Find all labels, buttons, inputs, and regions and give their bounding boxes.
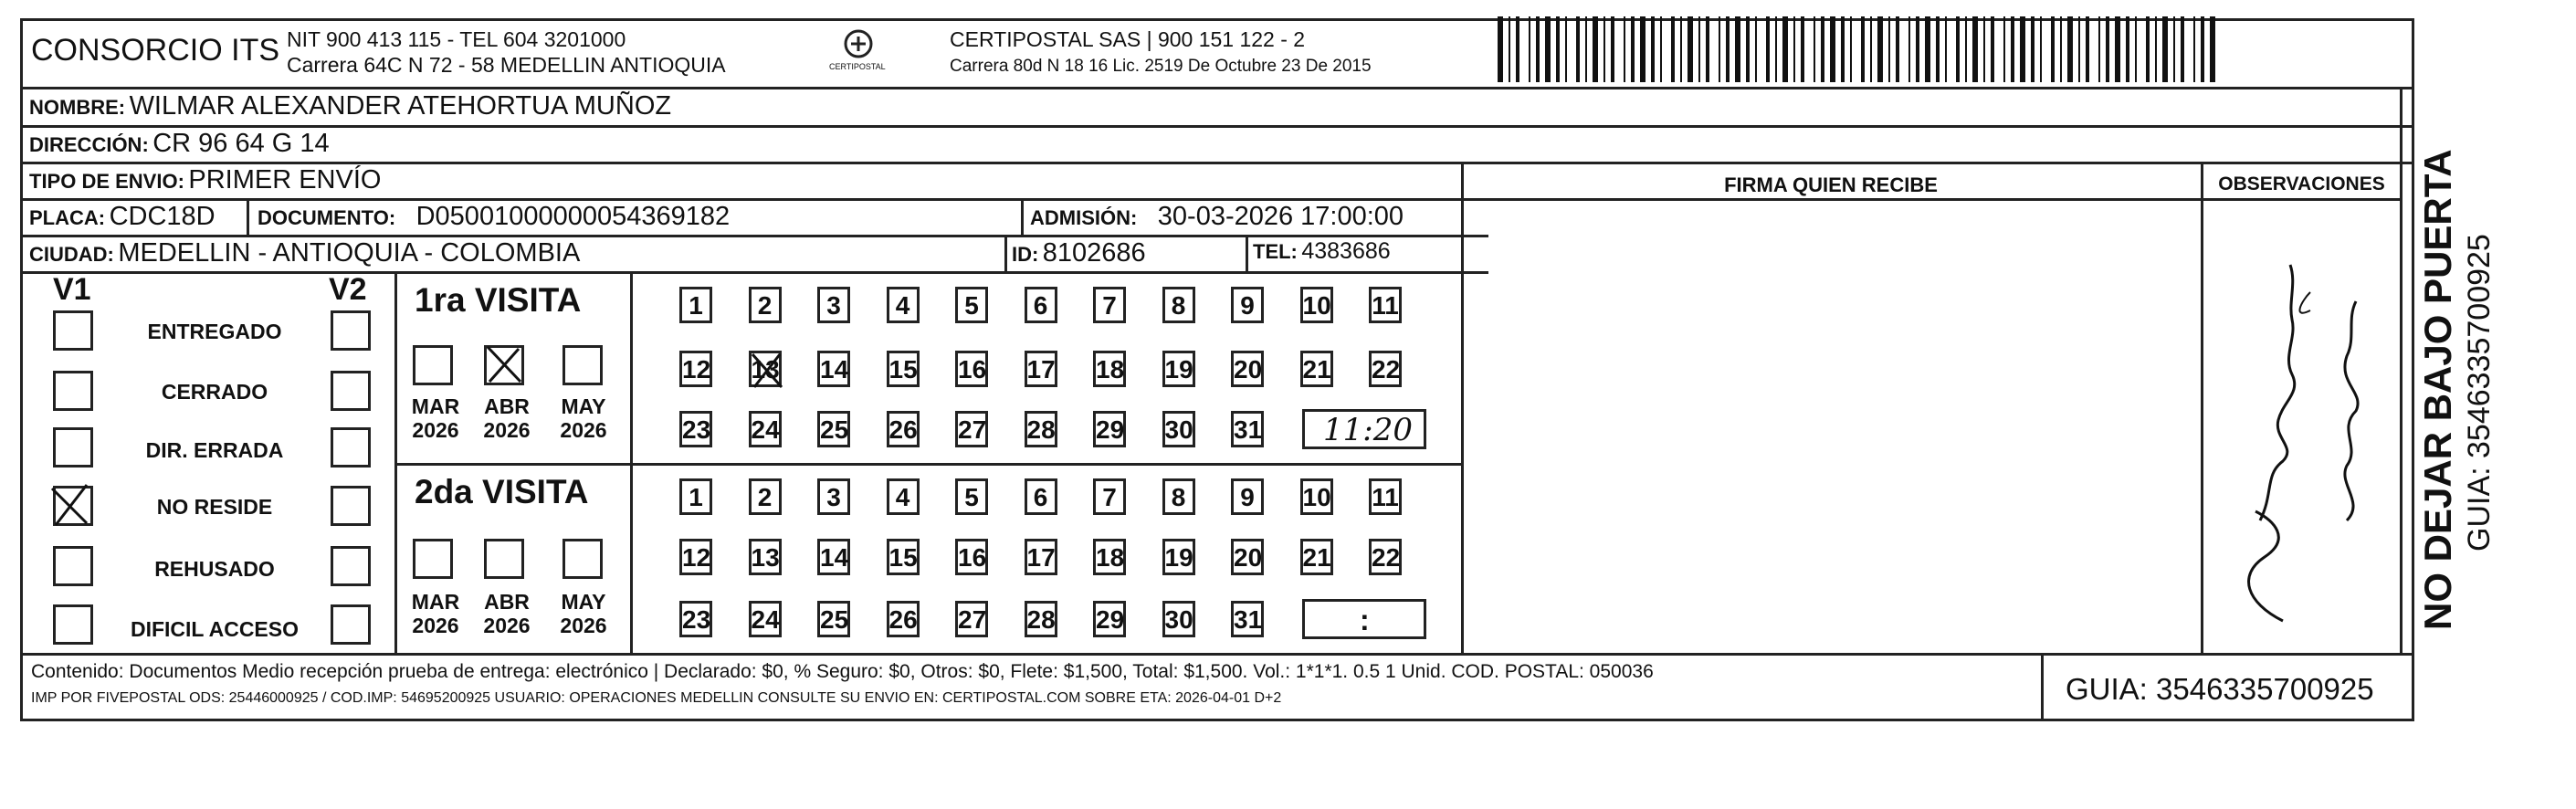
first-visit-day-8[interactable]: 8 [1162,287,1195,323]
id-cell [1012,238,1146,268]
first-visit-day-10[interactable]: 10 [1300,287,1333,323]
barcode-bar [1877,16,1883,82]
v2-checkbox-entregado[interactable] [331,310,371,351]
x-mark-icon [749,351,785,391]
barcode-bar [1965,16,1967,82]
second-visit-day-5[interactable]: 5 [955,478,988,515]
second-visit-day-1[interactable]: 1 [679,478,712,515]
barcode-bar [1925,16,1930,82]
second-visit-day-4[interactable]: 4 [887,478,920,515]
v1-checkbox-no-reside[interactable] [53,486,93,526]
barcode-bar [1631,16,1635,82]
second-visit-day-23[interactable]: 23 [679,601,712,637]
carrier-line2: Carrera 80d N 18 16 Lic. 2519 De Octubre 23 De 2015 [950,57,1372,76]
first-visit-day-7[interactable]: 7 [1093,287,1126,323]
barcode-bar [1545,16,1551,82]
second-visit-title: 2da VISITA [415,473,589,510]
month-year: 2026 [560,614,607,637]
x-mark-icon [484,345,524,385]
first-visit-day-14[interactable]: 14 [817,351,850,387]
footer-print-info: IMP POR FIVEPOSTAL ODS: 25446000925 / COD.IMP: 54695200925 USUARIO: OPERACIONES MEDELLIN CONSULTE SU ENVIO EN: CERTIPOSTAL.COM SOBRE ETA: 2026-04-01 D+2 [31,690,1282,706]
status-label-rehusado: REHUSADO [154,557,275,581]
barcode-bar [1908,16,1910,82]
admision-cell [1030,202,1404,232]
admision-value: 30-03-2026 17:00:00 [1157,202,1404,231]
barcode-bar [2135,16,2137,82]
barcode-bar [1640,16,1645,82]
barcode-bar [1536,16,1540,82]
barcode [1498,16,2228,82]
first-visit-day-31[interactable]: 31 [1231,411,1264,447]
barcode-bar [2146,16,2150,82]
barcode-bar [2106,16,2109,82]
tipo-label: TIPO DE ENVIO: [29,170,184,193]
barcode-bar [1956,16,1960,82]
second-visit-time: : [1360,604,1370,636]
barcode-bar [1916,16,1919,82]
month-name: ABR [484,590,530,614]
barcode-bar [1755,16,1757,82]
barcode-bar [1972,16,1978,82]
second-visit-day-14[interactable]: 14 [817,539,850,575]
barcode-bar [1821,16,1824,82]
second-visit-day-3[interactable]: 3 [817,478,850,515]
placa-value: CDC18D [109,202,216,231]
second-visit-day-6[interactable]: 6 [1025,478,1057,515]
month-year: 2026 [483,614,531,637]
status-label-no-reside: NO RESIDE [156,495,273,519]
ciudad-label: CIUDAD: [29,243,114,266]
month-year: 2026 [412,418,459,442]
second-visit-day-8[interactable]: 8 [1162,478,1195,515]
barcode-bar [1983,16,1985,82]
barcode-bar [1830,16,1835,82]
month-name: MAR [411,590,460,614]
second-visit-month-abr-box[interactable] [484,539,524,579]
first-visit-day-30[interactable]: 30 [1162,411,1195,447]
barcode-bar [1991,16,1994,82]
second-visit-day-21[interactable]: 21 [1300,539,1333,575]
second-visit-month-mar-label [404,590,468,637]
second-visit-day-25[interactable]: 25 [817,601,850,637]
direccion-row [29,129,330,159]
status-label-dificil-acceso: DIFICIL ACCESO [130,617,299,641]
month-name: MAR [411,394,460,418]
first-visit-month-mar-label [404,394,468,442]
barcode-bar [1611,16,1614,82]
barcode-bar [2031,16,2035,82]
second-visit-day-26[interactable]: 26 [887,601,920,637]
first-visit-day-23[interactable]: 23 [679,411,712,447]
month-year: 2026 [483,418,531,442]
v2-checkbox-dificil-acceso[interactable] [331,604,371,645]
barcode-bar [1706,16,1709,82]
first-visit-day-19[interactable]: 19 [1162,351,1195,387]
tel-value: 4383686 [1301,238,1391,264]
barcode-bar [1660,16,1662,82]
placa-cell [29,202,216,232]
barcode-bar [1945,16,1947,82]
first-visit-day-5[interactable]: 5 [955,287,988,323]
barcode-bar [1498,16,1503,82]
first-visit-day-4[interactable]: 4 [887,287,920,323]
tipo-value: PRIMER ENVÍO [188,165,382,194]
second-visit-day-7[interactable]: 7 [1093,478,1126,515]
second-visit-month-abr-label [475,590,539,637]
barcode-bar [1585,16,1587,82]
second-visit-month-may-box[interactable] [563,539,603,579]
barcode-bar [1565,16,1567,82]
status-label-entregado: ENTREGADO [147,320,282,343]
nombre-label: NOMBRE: [29,96,126,119]
barcode-bar [2020,16,2025,82]
footer-contents: Contenido: Documentos Medio recepción prueba de entrega: electrónico | Declarado: $0, % Seguro: $0, Otros: $0, Flete: $1,500, Total: $1,500. Vol.: 1*1*1. 0.5 1 Unid. COD. POSTAL: 050036 [31,661,1654,682]
second-visit-day-17[interactable]: 17 [1025,539,1057,575]
barcode-bar [1576,16,1580,82]
first-visit-day-6[interactable]: 6 [1025,287,1057,323]
v1-checkbox-rehusado[interactable] [53,546,93,586]
month-name: ABR [484,394,530,418]
second-visit-day-2[interactable]: 2 [749,478,782,515]
second-visit-day-19[interactable]: 19 [1162,539,1195,575]
first-visit-day-26[interactable]: 26 [887,411,920,447]
x-mark-icon [50,483,90,523]
first-visit-day-25[interactable]: 25 [817,411,850,447]
placa-label: PLACA: [29,206,106,229]
first-visit-day-20[interactable]: 20 [1231,351,1264,387]
barcode-bar [2098,16,2100,82]
barcode-bar [2210,16,2215,82]
second-visit-time-box[interactable] [1302,599,1426,639]
second-visit-day-16[interactable]: 16 [955,539,988,575]
documento-label: DOCUMENTO: [258,206,396,229]
logo-text: CERTIPOSTAL [829,62,886,71]
second-visit-day-20[interactable]: 20 [1231,539,1264,575]
v2-checkbox-cerrado[interactable] [331,371,371,411]
barcode-bar [1529,16,1530,82]
barcode-bar [1782,16,1788,82]
barcode-bar [1556,16,1560,82]
second-visit-month-mar-box[interactable] [413,539,453,579]
barcode-bar [1671,16,1675,82]
barcode-bar [1936,16,1940,82]
ciudad-value: MEDELLIN - ANTIOQUIA - COLOMBIA [118,238,581,268]
first-visit-day-9[interactable]: 9 [1231,287,1264,323]
carrier-line1: CERTIPOSTAL SAS | 900 151 122 - 2 [950,27,1306,51]
handwritten-signature [2210,247,2392,630]
first-visit-day-11[interactable]: 11 [1369,287,1402,323]
barcode-bar [2162,16,2168,82]
first-visit-day-12[interactable]: 12 [679,351,712,387]
nombre-row [29,91,671,121]
first-visit-day-18[interactable]: 18 [1093,351,1126,387]
id-value: 8102686 [1042,238,1146,268]
company-name: CONSORCIO ITS [31,33,280,68]
second-visit-day-9[interactable]: 9 [1231,478,1264,515]
barcode-bar [2011,16,2014,82]
barcode-bar [1814,16,1815,82]
barcode-bar [1603,16,1605,82]
admision-label: ADMISIÓN: [1030,206,1138,229]
barcode-bar [2060,16,2062,82]
shipping-label-frame [20,18,2414,721]
barcode-bar [1850,16,1852,82]
tipo-row [29,165,381,195]
first-visit-day-2[interactable]: 2 [749,287,782,323]
barcode-bar [1888,16,1890,82]
second-visit-day-31[interactable]: 31 [1231,601,1264,637]
side-guia: GUIA: 3546335700925 [2462,234,2497,552]
month-year: 2026 [560,418,607,442]
id-label: ID: [1012,243,1039,266]
documento-value: D05001000000054369182 [415,202,731,231]
v1-label: V1 [53,272,91,307]
barcode-bar [2086,16,2089,82]
barcode-bar [1651,16,1655,82]
second-visit-day-15[interactable]: 15 [887,539,920,575]
barcode-bar [1698,16,1700,82]
barcode-bar [1688,16,1693,82]
month-name: MAY [561,590,606,614]
v1-checkbox-entregado[interactable] [53,310,93,351]
v2-checkbox-rehusado[interactable] [331,546,371,586]
first-visit-day-22[interactable]: 22 [1369,351,1402,387]
first-visit-day-1[interactable]: 1 [679,287,712,323]
first-visit-month-abr-label [475,394,539,442]
barcode-bar [2078,16,2080,82]
first-visit-day-24[interactable]: 24 [749,411,782,447]
second-visit-month-may-label [552,590,615,637]
second-visit-day-24[interactable]: 24 [749,601,782,637]
direccion-value: CR 96 64 G 14 [152,129,330,158]
barcode-bar [2051,16,2055,82]
barcode-bar [1624,16,1625,82]
nombre-value: WILMAR ALEXANDER ATEHORTUA MUÑOZ [129,91,672,121]
first-visit-day-16[interactable]: 16 [955,351,988,387]
v2-checkbox-no-reside[interactable] [331,486,371,526]
first-visit-month-abr-box[interactable] [484,345,524,385]
barcode-bar [2067,16,2073,82]
company-info-line1: NIT 900 413 115 - TEL 604 3201000 [287,27,626,51]
v2-label: V2 [329,272,367,307]
month-name: MAY [561,394,606,418]
second-visit-day-29[interactable]: 29 [1093,601,1126,637]
v2-checkbox-dir-errada[interactable] [331,427,371,468]
second-visit-day-12[interactable]: 12 [679,539,712,575]
barcode-bar [1896,16,1899,82]
barcode-bar [1680,16,1682,82]
status-label-cerrado: CERRADO [161,380,268,404]
barcode-bar [2115,16,2120,82]
barcode-bar [2003,16,2005,82]
ciudad-cell [29,238,580,268]
first-visit-day-3[interactable]: 3 [817,287,850,323]
tel-label: TEL: [1253,240,1298,263]
barcode-bar [1766,16,1770,82]
barcode-bar [1793,16,1795,82]
second-visit-day-28[interactable]: 28 [1025,601,1057,637]
barcode-bar [2201,16,2204,82]
second-visit-day-27[interactable]: 27 [955,601,988,637]
second-visit-day-11[interactable]: 11 [1369,478,1402,515]
barcode-bar [1841,16,1845,82]
barcode-bar [2173,16,2175,82]
barcode-bar [2181,16,2184,82]
first-visit-day-15[interactable]: 15 [887,351,920,387]
status-label-dir-errada: DIR. ERRADA [145,438,284,462]
barcode-bar [2155,16,2157,82]
second-visit-day-30[interactable]: 30 [1162,601,1195,637]
documento-cell [258,202,730,232]
barcode-bar [1516,16,1519,82]
first-visit-day-27[interactable]: 27 [955,411,988,447]
first-visit-day-21[interactable]: 21 [1300,351,1333,387]
first-visit-day-29[interactable]: 29 [1093,411,1126,447]
first-visit-time-box[interactable] [1302,409,1426,449]
first-visit-day-28[interactable]: 28 [1025,411,1057,447]
first-visit-day-13[interactable]: 13 [749,351,782,387]
first-visit-day-17[interactable]: 17 [1025,351,1057,387]
barcode-bar [1735,16,1740,82]
barcode-bar [1870,16,1872,82]
barcode-bar [1801,16,1804,82]
first-visit-month-mar-box[interactable] [413,345,453,385]
barcode-bar [1746,16,1750,82]
barcode-bar [2126,16,2129,82]
firma-label: FIRMA QUIEN RECIBE [1724,173,1938,196]
footer-guia: GUIA: 3546335700925 [2066,672,2374,706]
second-visit-day-18[interactable]: 18 [1093,539,1126,575]
barcode-bar [1593,16,1598,82]
v1-checkbox-cerrado[interactable] [53,371,93,411]
tel-cell [1253,238,1391,265]
barcode-bar [2040,16,2042,82]
no-dejar-bajo-puerta-warning: NO DEJAR BAJO PUERTA [2416,149,2459,630]
barcode-bar [1861,16,1865,82]
month-year: 2026 [412,614,459,637]
barcode-bar [1509,16,1510,82]
first-visit-month-may-label [552,394,615,442]
second-visit-day-13[interactable]: 13 [749,539,782,575]
second-visit-day-22[interactable]: 22 [1369,539,1402,575]
v1-checkbox-dificil-acceso[interactable] [53,604,93,645]
observaciones-label: OBSERVACIONES [2218,173,2385,194]
barcode-bar [2193,16,2195,82]
second-visit-day-10[interactable]: 10 [1300,478,1333,515]
barcode-bar [1775,16,1777,82]
barcode-bar [1726,16,1730,82]
first-visit-title: 1ra VISITA [415,281,582,319]
barcode-bar [1719,16,1720,82]
direccion-label: DIRECCIÓN: [29,133,149,156]
first-visit-time: 11:20 [1323,412,1413,448]
first-visit-month-may-box[interactable] [563,345,603,385]
company-info-line2: Carrera 64C N 72 - 58 MEDELLIN ANTIOQUIA [287,53,726,77]
v1-checkbox-dir-errada[interactable] [53,427,93,468]
